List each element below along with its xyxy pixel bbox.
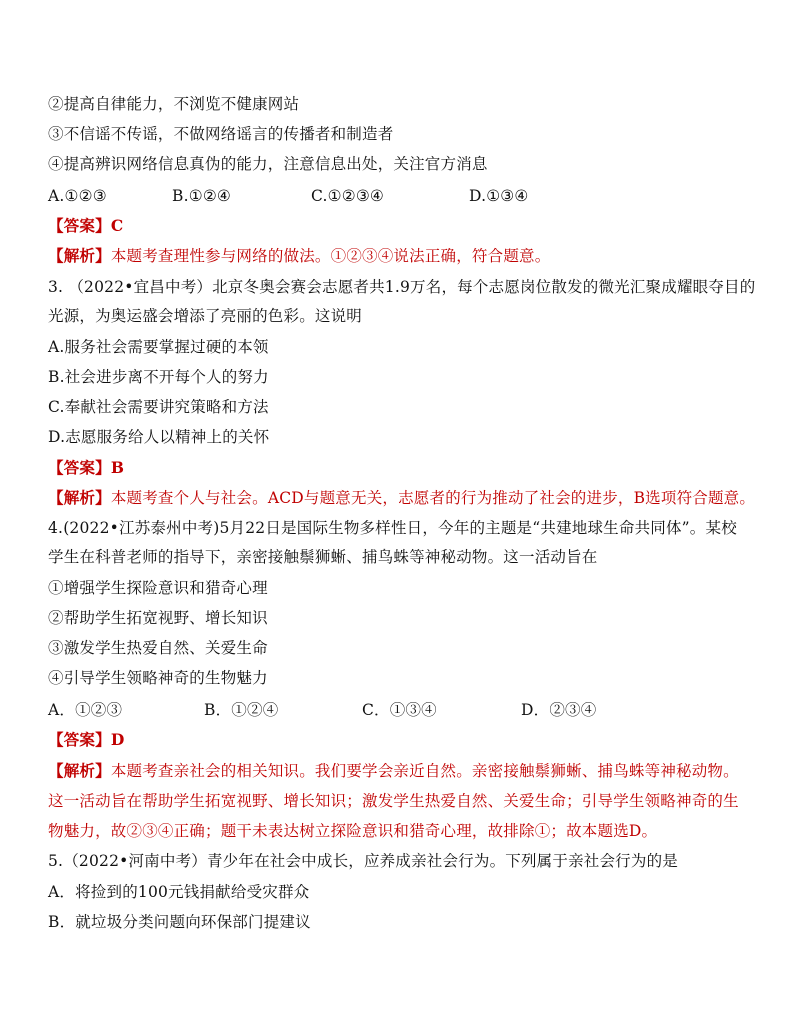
answer-value: B	[110, 458, 125, 477]
q2-choices	[48, 186, 748, 206]
q2-option-3: ③不信谣不传谣，不做网络谣言的传播者和制造者	[48, 125, 394, 143]
answer-value: C	[110, 216, 124, 235]
q4-option-3: ③激发学生热爱自然、关爱生命	[48, 639, 268, 657]
q4-option-1: ①增强学生探险意识和猎奇心理	[48, 579, 268, 597]
q4-choice-a: A．①②③	[48, 701, 123, 719]
q4-choice-c: C．①③④	[362, 701, 437, 719]
analysis-text: 本题考查理性参与网络的做法。①②③④说法正确，符合题意。	[110, 247, 551, 265]
q5-stem: 5.（2022•河南中考）青少年在社会中成长，应养成亲社会行为。下列属于亲社会行为的是	[48, 852, 678, 870]
q2-choice-b: B.①②④	[172, 187, 232, 205]
q2-choice-a: A.①②③	[48, 187, 107, 205]
q4-option-2: ②帮助学生拓宽视野、增长知识	[48, 609, 268, 627]
q3-analysis	[48, 488, 755, 508]
q5-option-a: A．将捡到的100元钱捐献给受灾群众	[48, 883, 310, 901]
answer-tag: 【答案】	[48, 730, 111, 749]
q4-analysis-line-2: 这一活动旨在帮助学生拓宽视野、增长知识；激发学生热爱自然、关爱生命；引导学生领略神奇的生	[48, 792, 739, 810]
analysis-tag: 【解析】	[48, 488, 111, 507]
analysis-tag: 【解析】	[48, 761, 111, 780]
q2-analysis	[48, 246, 550, 266]
q2-choice-d: D.①③④	[469, 187, 529, 205]
q4-analysis-line-1	[48, 761, 739, 781]
q3-option-a: A.服务社会需要掌握过硬的本领	[48, 338, 269, 356]
analysis-text: 本题考查亲社会的相关知识。我们要学会亲近自然。亲密接触鬃狮蜥、捕鸟蛛等神秘动物。	[110, 762, 739, 780]
q2-choice-c: C.①②③④	[311, 187, 385, 205]
q3-option-c: C.奉献社会需要讲究策略和方法	[48, 398, 269, 416]
q2-option-2: ②提高自律能力，不浏览不健康网站	[48, 95, 300, 113]
analysis-tag: 【解析】	[48, 246, 111, 265]
q4-stem-line-2: 学生在科普老师的指导下，亲密接触鬃狮蜥、捕鸟蛛等神秘动物。这一活动旨在	[48, 548, 598, 566]
q4-analysis-line-3: 物魅力，故②③④正确；题干未表达树立探险意识和猎奇心理，故排除①；故本题选D。	[48, 822, 658, 840]
q4-choices	[48, 700, 748, 720]
q3-answer	[48, 458, 124, 478]
q3-stem-line-1: 3. （2022•宜昌中考）北京冬奥会赛会志愿者共1.9万名，每个志愿岗位散发的微光汇聚成耀眼夺目的	[48, 278, 756, 296]
answer-tag: 【答案】	[48, 216, 111, 235]
q4-stem-line-1: 4.(2022•江苏泰州中考)5月22日是国际生物多样性日，今年的主题是“共建地球生命共同体”。某校	[48, 519, 737, 537]
q2-answer	[48, 216, 123, 236]
q4-answer	[48, 730, 124, 750]
q5-option-b: B．就垃圾分类问题向环保部门提建议	[48, 913, 311, 931]
q4-choice-d: D．②③④	[521, 701, 597, 719]
q4-choice-b: B．①②④	[204, 701, 279, 719]
q4-option-4: ④引导学生领略神奇的生物魅力	[48, 669, 268, 687]
q2-option-4: ④提高辨识网络信息真伪的能力，注意信息出处，关注官方消息	[48, 155, 488, 173]
answer-tag: 【答案】	[48, 458, 111, 477]
q3-stem-line-2: 光源，为奥运盛会增添了亮丽的色彩。这说明	[48, 307, 363, 325]
analysis-text: 本题考查个人与社会。ACD与题意无关，志愿者的行为推动了社会的进步，B选项符合题意。	[110, 489, 756, 507]
q3-option-b: B.社会进步离不开每个人的努力	[48, 368, 269, 386]
q3-option-d: D.志愿服务给人以精神上的关怀	[48, 428, 270, 446]
answer-value: D	[110, 730, 125, 749]
